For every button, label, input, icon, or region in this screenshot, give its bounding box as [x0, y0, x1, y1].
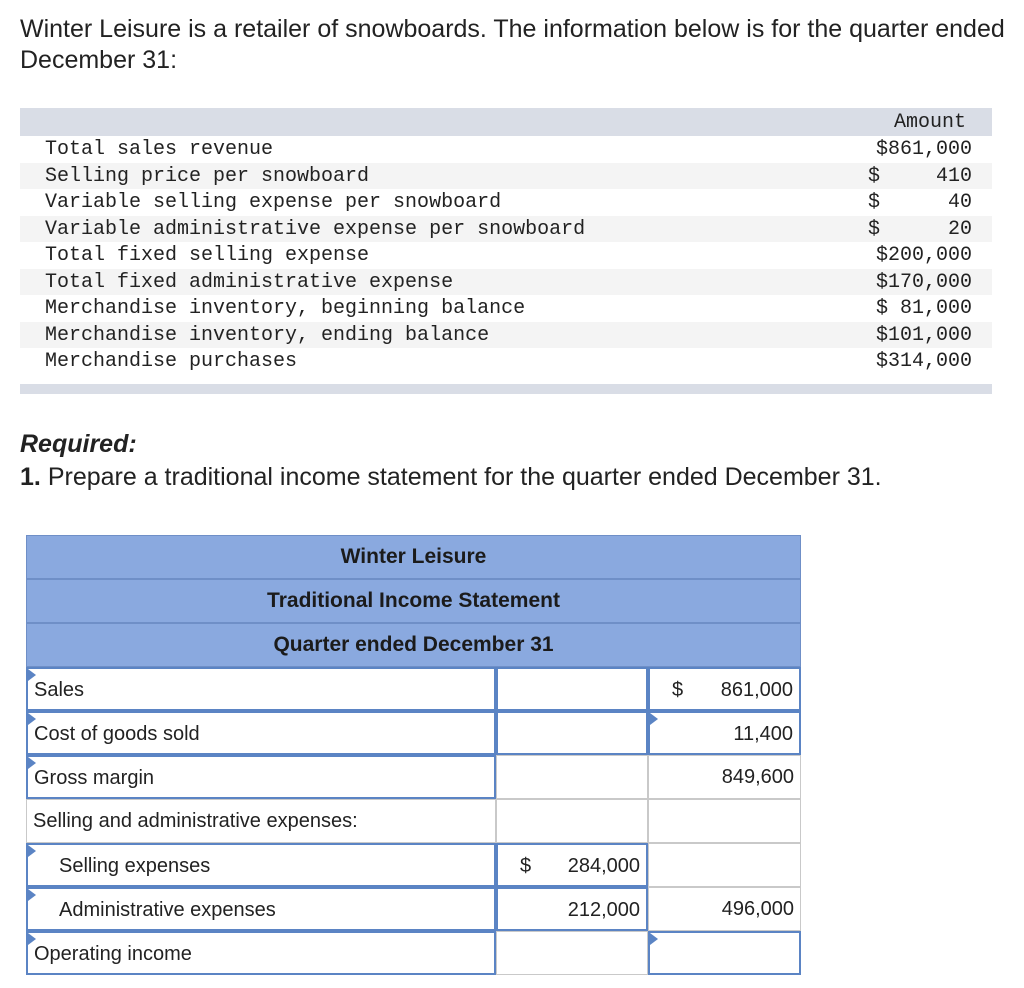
amount-header: Amount — [893, 111, 966, 134]
info-table — [20, 108, 992, 394]
info-row: Merchandise purchases $314,000 — [45, 350, 972, 373]
operating-income-mid-cell — [496, 931, 648, 975]
sales-label-cell[interactable]: Sales — [26, 667, 496, 711]
requirement-text: Prepare a traditional income statement for the quarter ended December 31. — [47, 463, 882, 491]
selling-expenses-input[interactable]: $ 284,000 — [496, 843, 648, 887]
statement-title: Traditional Income Statement — [26, 579, 801, 623]
info-header-band — [20, 108, 992, 136]
dropdown-marker-icon — [650, 933, 658, 945]
info-row: Total fixed selling expense $200,000 — [45, 244, 972, 267]
selling-expenses-label-cell[interactable]: Selling expenses — [26, 843, 496, 887]
sga-mid-cell — [496, 799, 648, 843]
cogs-label-cell[interactable]: Cost of goods sold — [26, 711, 496, 755]
info-footer-band — [20, 384, 992, 394]
operating-income-label-cell[interactable]: Operating income — [26, 931, 496, 975]
operating-income-input[interactable] — [648, 931, 801, 975]
admin-expenses-label-cell[interactable]: Administrative expenses — [26, 887, 496, 931]
statement-company: Winter Leisure — [26, 535, 801, 579]
dropdown-marker-icon — [650, 713, 658, 725]
sales-amount-input[interactable]: $ 861,000 — [648, 667, 801, 711]
requirement-1 — [20, 463, 882, 492]
dropdown-marker-icon — [28, 889, 36, 901]
sales-mid-input[interactable] — [496, 667, 648, 711]
statement-period: Quarter ended December 31 — [26, 623, 801, 667]
sga-right-cell — [648, 799, 801, 843]
total-sga-amount: 496,000 — [648, 887, 801, 931]
selling-expenses-right-cell — [648, 843, 801, 887]
gross-margin-amount: 849,600 — [648, 755, 801, 799]
cogs-mid-input[interactable] — [496, 711, 648, 755]
info-row: Total sales revenue $861,000 — [45, 138, 972, 161]
info-row: Variable selling expense per snowboard $ 40 — [45, 191, 972, 214]
info-row: Merchandise inventory, beginning balance $ 81,000 — [45, 297, 972, 320]
required-heading: Required: — [20, 430, 137, 458]
dropdown-marker-icon — [28, 845, 36, 857]
sga-heading-cell: Selling and administrative expenses: — [26, 799, 496, 843]
info-row: Variable administrative expense per snowboard $ 20 — [20, 216, 992, 243]
requirement-number: 1. — [20, 463, 41, 491]
info-row: Merchandise inventory, ending balance $101,000 — [20, 322, 992, 349]
info-row: Selling price per snowboard $ 410 — [20, 163, 992, 190]
cogs-amount-input[interactable]: 11,400 — [648, 711, 801, 755]
admin-expenses-input[interactable]: 212,000 — [496, 887, 648, 931]
intro-text: Winter Leisure is a retailer of snowboards. The information below is for the quarter ended December 31: — [20, 15, 1005, 74]
gross-margin-mid-cell — [496, 755, 648, 799]
info-row: Total fixed administrative expense $170,000 — [20, 269, 992, 296]
gross-margin-label-cell[interactable]: Gross margin — [26, 755, 496, 799]
